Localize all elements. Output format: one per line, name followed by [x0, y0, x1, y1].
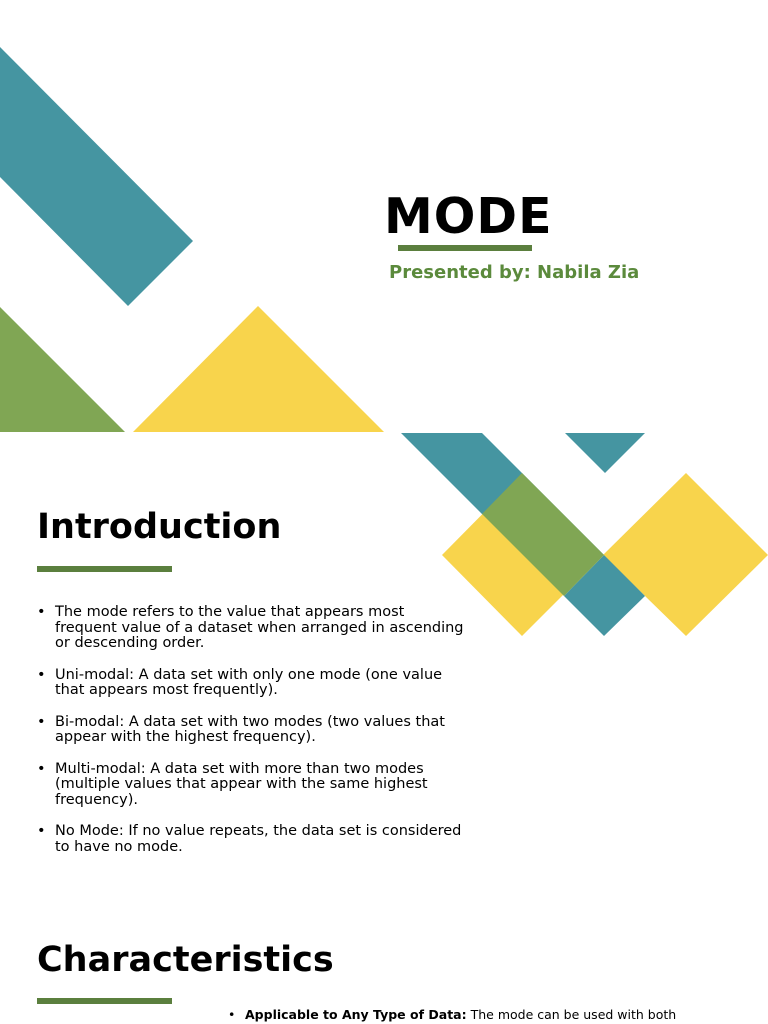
presenter-subtitle: Presented by: Nabila Zia — [389, 262, 640, 283]
bullet-text: Multi-modal: A data set with more than two modes (multiple values that appear with the same highest frequency). — [55, 760, 428, 808]
title-underline — [398, 245, 532, 251]
list-item — [37, 605, 467, 652]
bullet-icon: • — [37, 604, 46, 620]
introduction-slide — [0, 433, 768, 865]
characteristics-slide — [0, 866, 768, 1024]
yellow-triangle — [133, 306, 384, 432]
green-triangle — [0, 307, 125, 432]
bullet-text: No Mode: If no value repeats, the data set is considered to have no mode. — [55, 823, 462, 855]
characteristics-heading: Characteristics — [37, 940, 334, 980]
bullet-icon: • — [37, 823, 46, 839]
title-slide — [0, 0, 768, 432]
introduction-bullet-list — [37, 605, 467, 865]
bullet-text: The mode refers to the value that appears most frequent value of a dataset when arranged in ascending or descending order. — [55, 604, 464, 651]
introduction-heading: Introduction — [37, 507, 282, 547]
slide-title: MODE — [384, 188, 553, 245]
bullet-icon: • — [37, 666, 46, 683]
bullet-icon: • — [37, 760, 46, 777]
list-item — [37, 715, 467, 746]
list-item — [37, 668, 467, 699]
list-item — [37, 824, 467, 855]
bullet-text: Bi-modal: A data set with two modes (two values that appear with the highest frequency). — [55, 713, 445, 745]
introduction-underline — [37, 566, 172, 572]
teal-diagonal-band — [0, 47, 193, 306]
characteristics-underline — [37, 998, 172, 1004]
list-item — [228, 1007, 748, 1023]
characteristics-bullet-list — [228, 1007, 748, 1023]
list-item — [37, 762, 467, 809]
bullet-term: Applicable to Any Type of Data: — [245, 1007, 467, 1022]
bullet-text: The mode can be used with both — [470, 1007, 677, 1022]
bullet-icon: • — [228, 1007, 236, 1022]
bullet-text: Uni-modal: A data set with only one mode (one value that appears most frequently). — [55, 666, 443, 698]
teal-small-triangle — [565, 433, 645, 473]
bullet-icon: • — [37, 713, 46, 730]
